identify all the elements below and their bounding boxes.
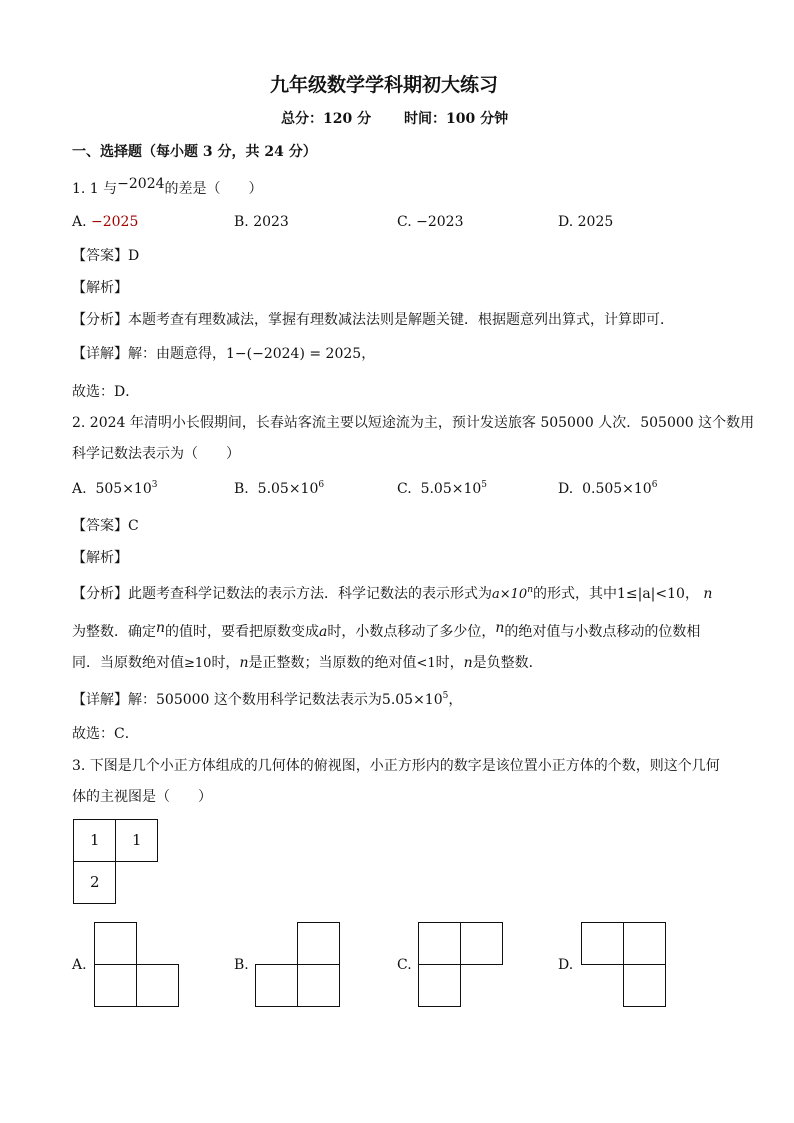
q1-choice: 故选：D．: [72, 384, 140, 400]
text: 的形式，其中: [532, 586, 617, 602]
q1-fenxi: 【分析】本题考查有理数减法，掌握有理数减法法则是解题关键．根据题意列出算式，计算即可．: [72, 312, 674, 328]
q2-stem-line2: 科学记数法表示为（ ）: [72, 446, 240, 462]
option-exponent: 3: [151, 480, 158, 490]
text: 的值时，要看把原数变成: [165, 624, 320, 640]
text: 为整数．确定: [72, 624, 156, 640]
q3-option-d-label: D.: [558, 957, 574, 973]
figure-cell: [94, 964, 137, 1007]
figure-cell: [297, 922, 340, 965]
formula: 1≤|a|<10: [616, 586, 685, 602]
option-letter: D.: [558, 214, 574, 230]
q1-stem-c: 的差是（ ）: [164, 181, 263, 197]
variable: n: [156, 620, 166, 636]
variable: n: [703, 586, 713, 602]
grid-number: 1: [132, 831, 142, 849]
option-letter: A.: [72, 214, 87, 230]
text: 时，: [435, 655, 464, 671]
option-base: 5.05×10: [420, 481, 482, 497]
option-text: −2023: [416, 214, 464, 230]
q1-answer: 【答案】D: [72, 248, 140, 264]
grid-number: 1: [90, 831, 100, 849]
option-base: 505×10: [95, 481, 152, 497]
q2-option-b: [234, 481, 324, 497]
variable: a: [319, 624, 328, 640]
q1-option-b: [234, 214, 289, 230]
q2-fenxi-line1: [72, 583, 712, 603]
figure-cell: [581, 922, 624, 965]
q2-fenxi-line3: [72, 652, 543, 672]
option-exponent: 6: [651, 480, 658, 490]
figure-cell: [136, 964, 179, 1007]
figure-cell: [297, 964, 340, 1007]
option-letter: A.: [72, 481, 87, 497]
text: 时，小数点移动了多少位，: [327, 624, 496, 640]
figure-cell: [623, 964, 666, 1007]
q1-stem-b: −2024: [117, 176, 165, 192]
q1-detail-end: ，: [361, 346, 376, 362]
q3-option-a-label: A.: [72, 957, 87, 973]
text: 的绝对值与小数点移动的位数相: [504, 624, 701, 640]
figure-cell: [623, 922, 666, 965]
formula: 5.05×10: [381, 692, 443, 708]
q2-answer: 【答案】C: [72, 518, 139, 534]
q1-detail: [72, 343, 375, 363]
figure-cell: [418, 922, 461, 965]
question-1-stem: [72, 178, 263, 198]
formula: a×10: [492, 587, 528, 602]
exam-time: 时间：100 分钟: [404, 111, 509, 127]
option-text: −2025: [91, 214, 139, 230]
option-letter: C.: [397, 481, 412, 497]
formula: ≥10: [184, 656, 212, 671]
q2-stem-line1: 2. 2024 年清明小长假期间，长春站客流主要以短途流为主，预计发送旅客 505000 人次．505000 这个数用: [72, 415, 755, 431]
option-letter: B.: [234, 481, 249, 497]
q1-option-d: [558, 214, 613, 230]
text: 同．当原数绝对值: [72, 655, 184, 671]
text: 【分析】此题考查科学记数法的表示方法．科学记数法的表示形式为: [72, 586, 492, 602]
option-base: 5.05×10: [257, 481, 319, 497]
text: 是负整数．: [472, 655, 543, 671]
q2-option-c: [397, 481, 487, 497]
q3-stem-line1: 3. 下图是几个小正方体组成的几何体的俯视图，小正方形内的数字是该位置小正方体的个数，则这个几何: [72, 758, 720, 774]
exponent: 5: [442, 691, 449, 701]
text: 【详解】解：505000 这个数用科学记数法表示为: [72, 692, 382, 708]
total-score: 总分：120 分: [281, 111, 372, 127]
q1-option-a: [72, 214, 138, 230]
option-text: 2025: [577, 214, 614, 230]
option-letter: D.: [558, 481, 574, 497]
q2-fenxi-line2: [72, 621, 700, 641]
option-letter: B.: [234, 214, 249, 230]
q2-choice: 故选：C．: [72, 726, 139, 742]
q1-option-c: [397, 214, 463, 230]
q3-stem-line2: 体的主视图是（ ）: [72, 789, 212, 805]
text: 是正整数；当原数的绝对值: [248, 655, 417, 671]
option-exponent: 6: [318, 480, 325, 490]
text: ，: [684, 586, 699, 602]
q2-jiexi: 【解析】: [72, 550, 128, 566]
text: 时，: [211, 655, 240, 671]
option-base: 0.505×10: [582, 481, 652, 497]
variable: n: [495, 620, 505, 636]
section-heading: 一、选择题（每小题 3 分，共 24 分）: [72, 144, 317, 160]
formula: <1: [416, 656, 436, 671]
figure-cell: [460, 922, 503, 965]
q2-option-d: [558, 481, 657, 497]
option-exponent: 5: [481, 480, 488, 490]
figure-cell: [94, 922, 137, 965]
q3-option-c-label: C.: [397, 957, 412, 973]
figure-cell: [418, 964, 461, 1007]
q2-detail: [72, 689, 462, 709]
q1-jiexi: 【解析】: [72, 280, 128, 296]
text: ，: [448, 692, 463, 708]
variable: n: [239, 655, 249, 671]
variable: n: [463, 655, 473, 671]
figure-cell: [255, 964, 298, 1007]
q1-stem-a: 1. 1 与: [72, 181, 118, 197]
option-letter: C.: [397, 214, 412, 230]
option-text: 2023: [253, 214, 289, 230]
q1-detail-formula: 1−(−2024) = 2025: [226, 346, 362, 362]
page-title: 九年级数学学科期初大练习: [270, 74, 499, 96]
grid-number: 2: [90, 873, 100, 891]
q2-option-a: [72, 481, 157, 497]
q1-detail-label: 【详解】解：由题意得，: [72, 346, 226, 362]
exponent: n: [527, 585, 533, 595]
q3-option-b-label: B.: [234, 957, 249, 973]
